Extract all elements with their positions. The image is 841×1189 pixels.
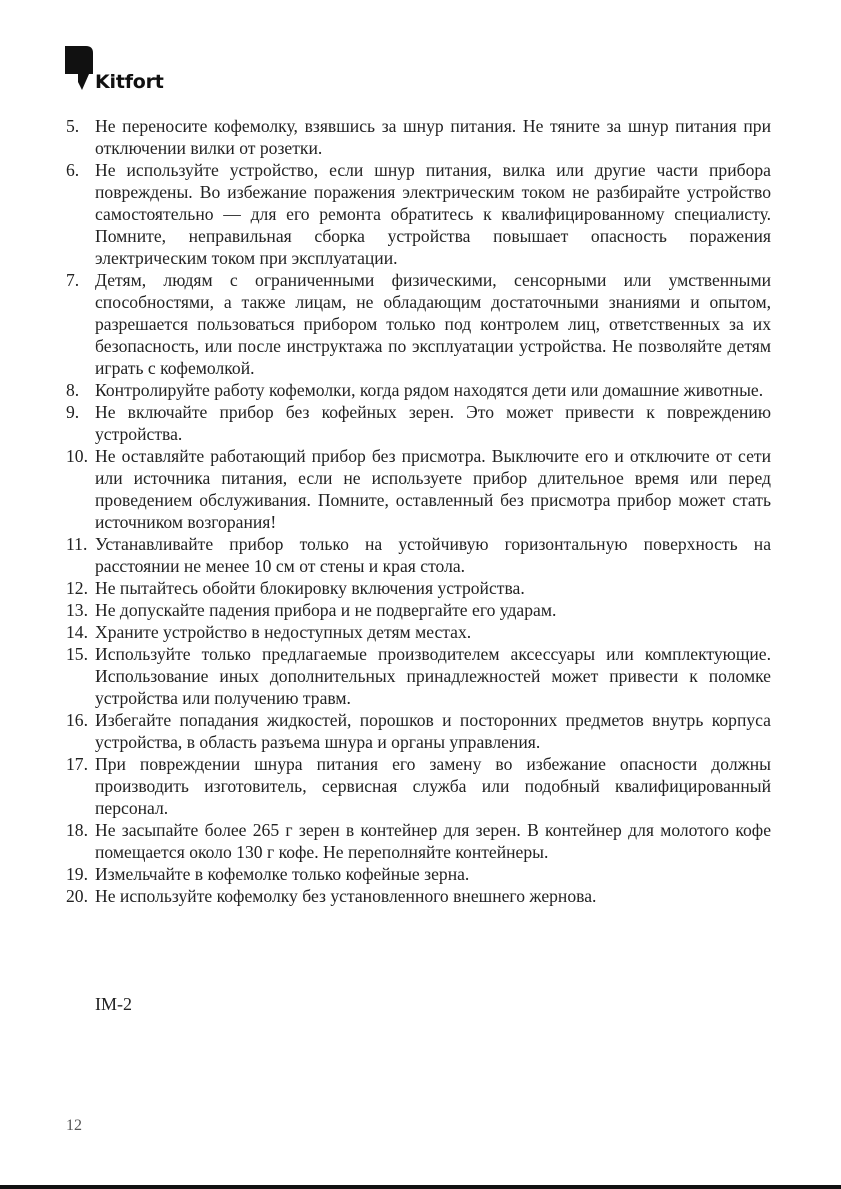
list-item	[66, 533, 771, 577]
list-item-number: 8.	[66, 380, 80, 400]
kitfort-logo	[65, 46, 175, 96]
list-item-text: Контролируйте работу кофемолки, когда рядом находятся дети или домашние животные.	[95, 380, 764, 400]
list-item	[66, 621, 771, 643]
list-item-text: Измельчайте в кофемолке только кофейные зерна.	[95, 864, 470, 884]
page-number: 12	[66, 1117, 82, 1134]
list-item-text: Устанавливайте прибор только на устойчивую горизонтальную поверхность на расстоянии не менее 10 см от стены и края стола.	[95, 534, 771, 576]
list-item-number: 19.	[66, 864, 88, 884]
list-item-text: Не включайте прибор без кофейных зерен. Это может привести к повреждению устройства.	[95, 402, 771, 444]
list-item-text: Не оставляйте работающий прибор без присмотра. Выключите его и отключите от сети или источника питания, если не используете прибор длительное время или перед проведением обслуживания. Помните, оставленный без присмотра прибор может стать источником возгорания!	[95, 446, 771, 532]
list-item	[66, 445, 771, 533]
list-item-number: 9.	[66, 402, 80, 422]
list-item-number: 10.	[66, 446, 88, 466]
list-item	[66, 709, 771, 753]
list-item-number: 20.	[66, 886, 88, 906]
list-item	[66, 863, 771, 885]
list-item-text: Не пытайтесь обойти блокировку включения устройства.	[95, 578, 525, 598]
kitfort-logo-mark-icon	[65, 46, 95, 92]
list-item-number: 13.	[66, 600, 88, 620]
list-item	[66, 885, 771, 907]
list-item-text: Не используйте устройство, если шнур питания, вилка или другие части прибора повреждены. Во избежание поражения электрическим током не разбирайте устройство самостоятельно — для его ремонта обратитесь к квалифицированному специалисту. Помните, неправильная сборка устройства повышает опасность поражения электрическим током при эксплуатации.	[95, 160, 771, 268]
list-item	[66, 643, 771, 709]
list-item-number: 5.	[66, 116, 80, 136]
model-code: IM-2	[95, 994, 132, 1014]
page-bottom-edge	[0, 1185, 841, 1189]
list-item-text: Детям, людям с ограниченными физическими, сенсорными или умственными способностями, а также лицам, не обладающим достаточными знаниями и опытом, разрешается пользоваться прибором только под контролем лиц, ответственных за их безопасность, или после инструктажа по эксплуатации устройства. Не позволяйте детям играть с кофемолкой.	[95, 270, 771, 378]
list-item-text: Используйте только предлагаемые производителем аксессуары или комплектующие. Использование иных дополнительных принадлежностей может привести к поломке устройства или получению травм.	[95, 644, 771, 708]
safety-instructions-list	[66, 115, 771, 907]
list-item	[66, 159, 771, 269]
list-item-text: Не используйте кофемолку без установленного внешнего жернова.	[95, 886, 597, 906]
list-item-text: Избегайте попадания жидкостей, порошков и посторонних предметов внутрь корпуса устройства, в область разъема шнура и органы управления.	[95, 710, 771, 752]
list-item-number: 16.	[66, 710, 88, 730]
list-item	[66, 577, 771, 599]
list-item-text: При повреждении шнура питания его замену во избежание опасности должны производить изготовитель, сервисная служба или подобный квалифицированный персонал.	[95, 754, 771, 818]
list-item-number: 11.	[66, 534, 88, 554]
list-item-text: Не переносите кофемолку, взявшись за шнур питания. Не тяните за шнур питания при отключении вилки от розетки.	[95, 116, 771, 158]
list-item-number: 12.	[66, 578, 88, 598]
list-item	[66, 599, 771, 621]
list-item	[66, 819, 771, 863]
list-item-text: Не засыпайте более 265 г зерен в контейнер для зерен. В контейнер для молотого кофе помещается около 130 г кофе. Не переполняйте контейнеры.	[95, 820, 771, 862]
list-item	[66, 753, 771, 819]
list-item	[66, 401, 771, 445]
list-item-number: 17.	[66, 754, 88, 774]
list-item-text: Не допускайте падения прибора и не подвергайте его ударам.	[95, 600, 557, 620]
list-item-number: 18.	[66, 820, 88, 840]
list-item-number: 6.	[66, 160, 80, 180]
list-item-number: 14.	[66, 622, 88, 642]
list-item-number: 15.	[66, 644, 88, 664]
list-item	[66, 269, 771, 379]
list-item	[66, 379, 771, 401]
list-item-text: Храните устройство в недоступных детям местах.	[95, 622, 472, 642]
list-item-number: 7.	[66, 270, 80, 290]
list-item	[66, 115, 771, 159]
kitfort-logo-text: Kitfort	[95, 71, 164, 93]
